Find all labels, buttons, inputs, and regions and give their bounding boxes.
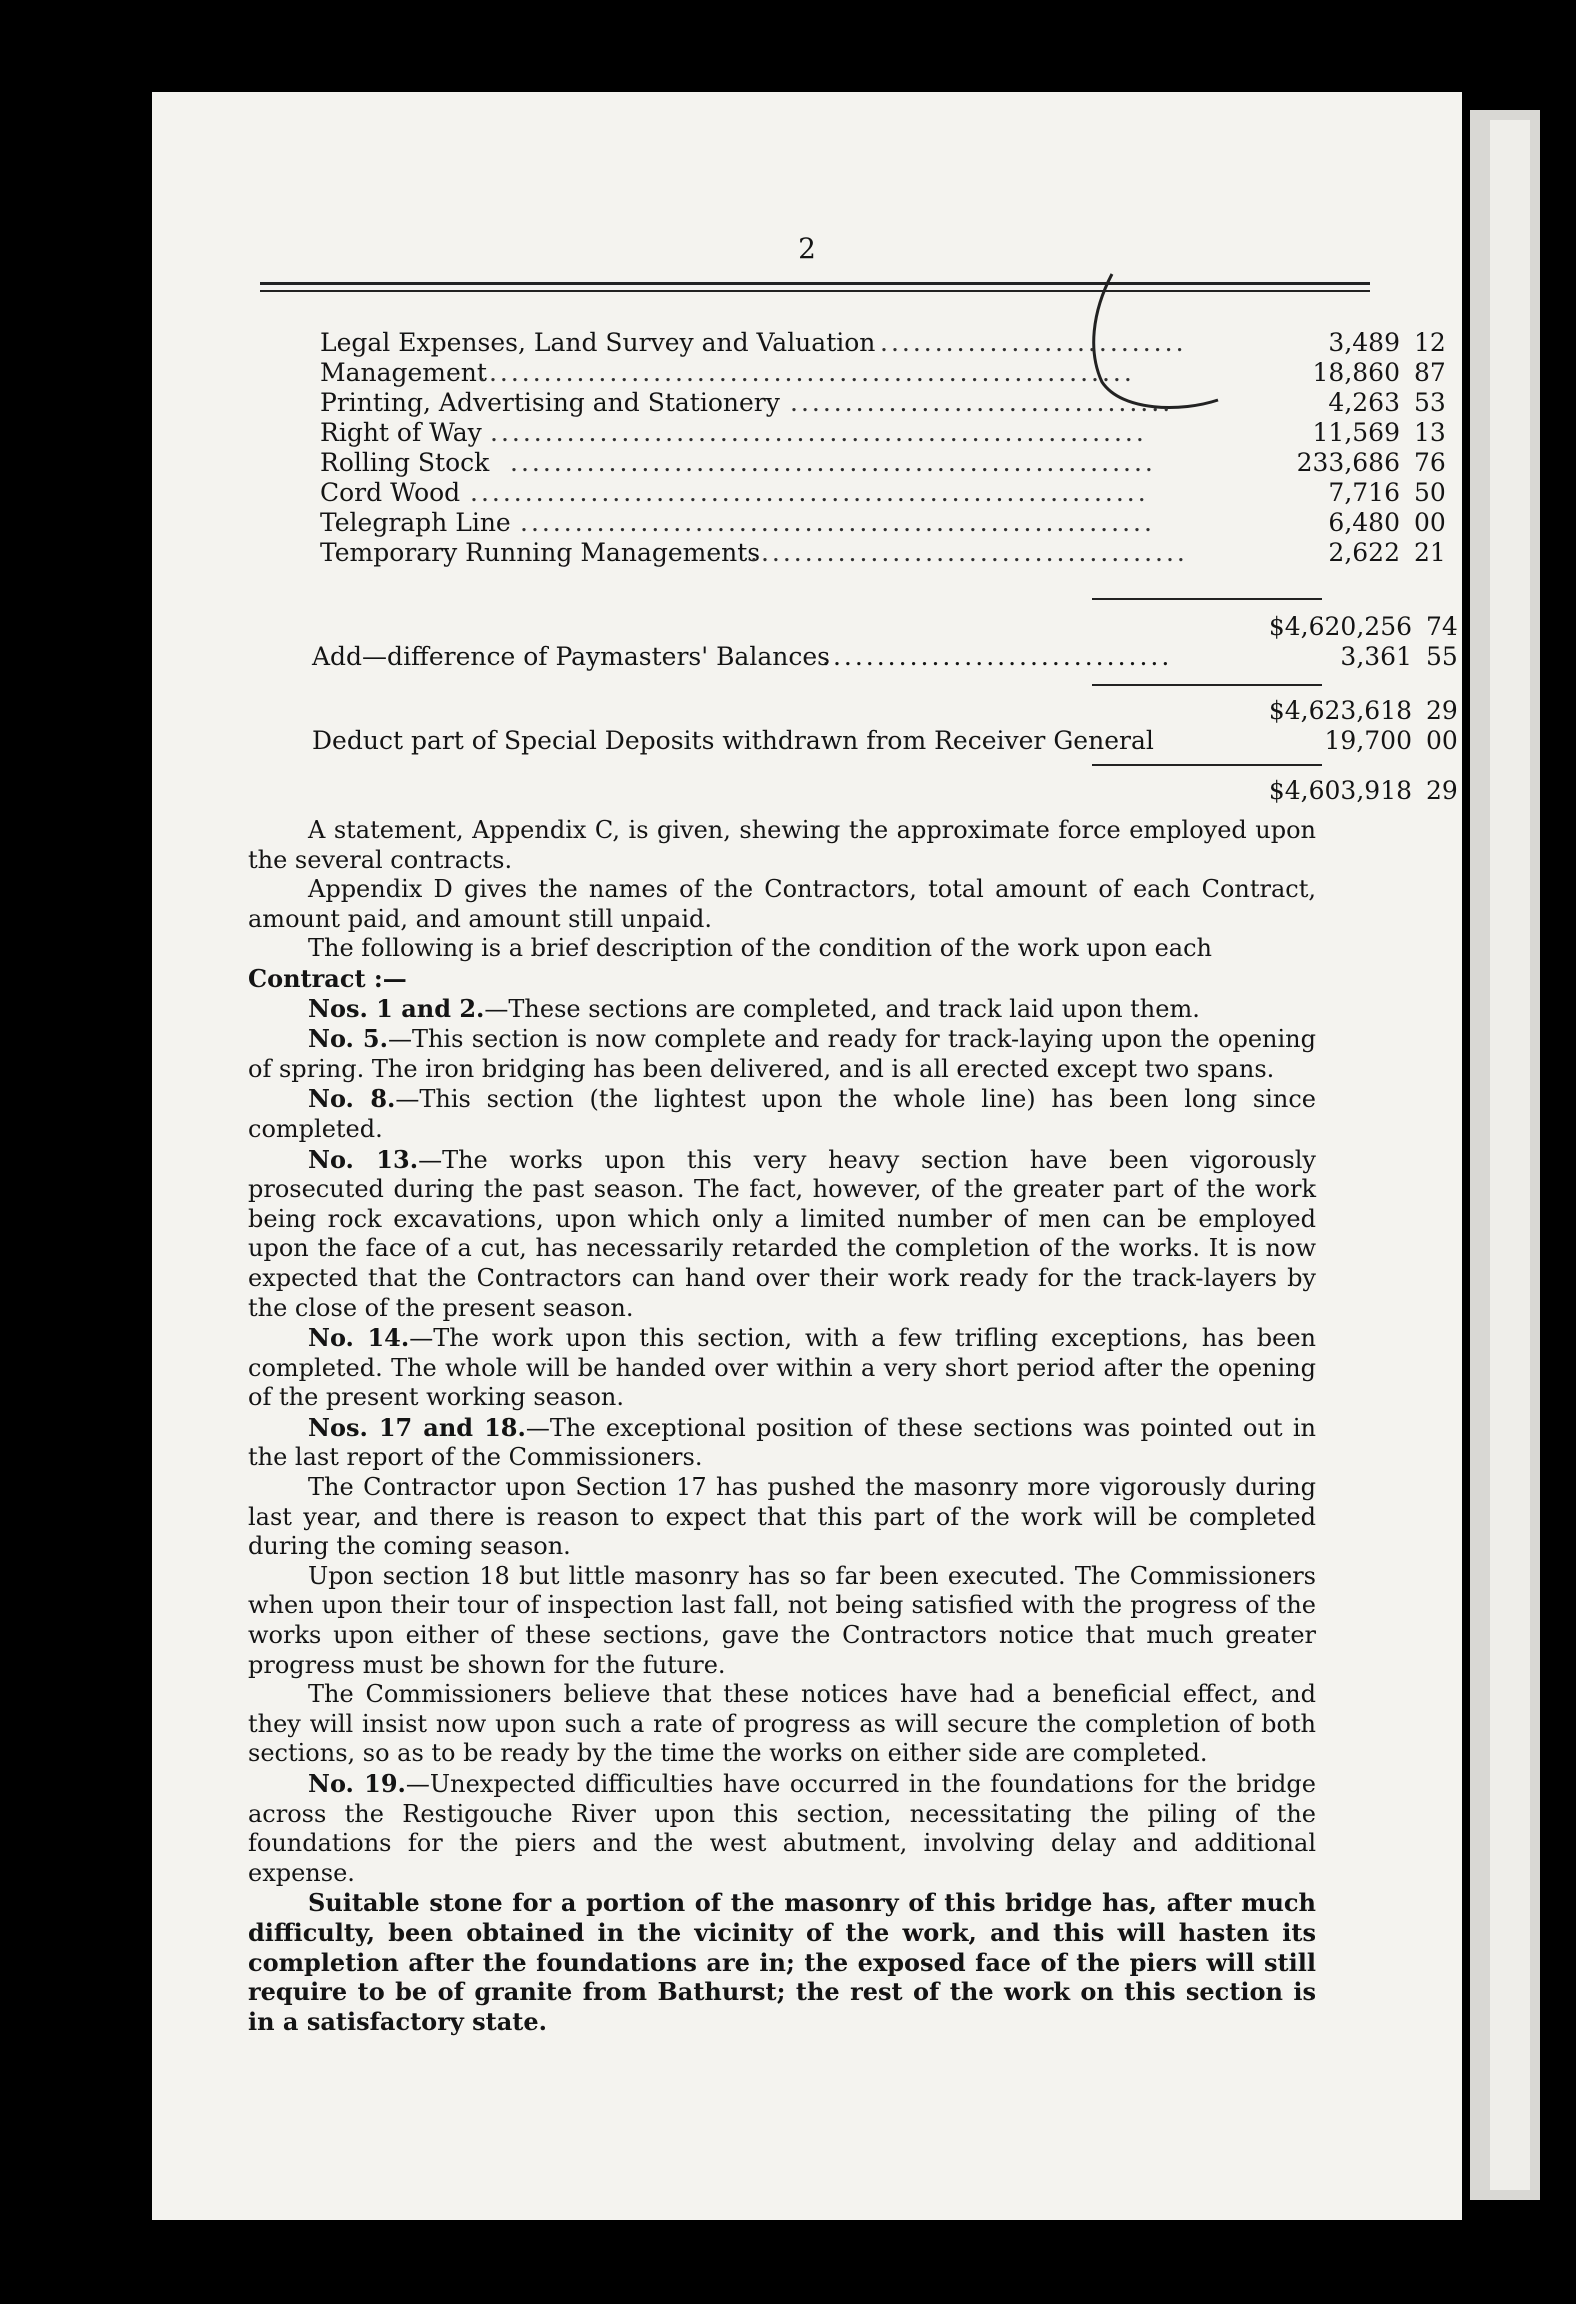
- adjacent-page-surface: [1490, 120, 1530, 2190]
- leader-dots: ............................: [880, 328, 1187, 357]
- section-heading: No. 5.: [308, 1024, 388, 1054]
- leader-dots: ..............................................................: [470, 478, 1149, 507]
- ledger-row: [320, 418, 1446, 448]
- leader-dots: ............................................................: [478, 358, 1135, 387]
- subtotal-cents: 29: [1426, 696, 1458, 725]
- paragraph: The Commissioners believe that these notices have had a beneficial effect, and they will insist now upon such a rate of progress as will secure the completion of both sections, so as to be ready by the time the works on either side are completed.: [248, 1680, 1316, 1768]
- leader-dots: ........................................: [750, 538, 1188, 567]
- add-amount: 3,361: [1340, 642, 1412, 671]
- ledger-amount: 7,716: [1328, 478, 1400, 507]
- ledger-label: Legal Expenses, Land Survey and Valuation: [320, 328, 876, 357]
- ledger-cents: 13: [1414, 418, 1446, 447]
- leader-dots: ................................: [822, 642, 1173, 671]
- leader-dots: ..........................................................: [520, 508, 1155, 537]
- paragraph-text: —This section (the lightest upon the whole line) has been long since completed.: [248, 1085, 1316, 1143]
- subtotal-row: [312, 612, 1462, 642]
- paragraph: The following is a brief description of the condition of the work upon each: [308, 934, 1213, 963]
- paragraph: [248, 1024, 1316, 1084]
- deduct-cents: 00: [1426, 726, 1458, 755]
- add-row: [312, 642, 1462, 672]
- paragraph: The Contractor upon Section 17 has pushed the masonry more vigorously during last year, and there is reason to expect that this part of the work will be completed during the coming season.: [248, 1473, 1316, 1561]
- expense-ledger: [320, 328, 1446, 568]
- leader-dots: ............................................................: [490, 418, 1147, 447]
- sum-rule: [1092, 684, 1322, 686]
- scanned-page: [152, 92, 1462, 2220]
- ledger-amount: 233,686: [1296, 448, 1400, 477]
- section-heading: No. 14.: [308, 1323, 410, 1353]
- grand-total-cents: 29: [1426, 776, 1458, 805]
- subtotal-row: [312, 696, 1462, 726]
- ledger-label: Telegraph Line: [320, 508, 511, 537]
- paragraph: A statement, Appendix C, is given, shewing the approximate force employed upon the several contracts.: [248, 816, 1316, 874]
- sum-rule: [1092, 598, 1322, 600]
- ledger-cents: 00: [1414, 508, 1446, 537]
- section-heading: No. 8.: [308, 1084, 396, 1114]
- ledger-label: Temporary Running Managements: [320, 538, 761, 567]
- leader-dots: ...........................................................: [510, 448, 1156, 477]
- ledger-amount: 4,263: [1328, 388, 1400, 417]
- add-label: Add—difference of Paymasters' Balances: [312, 642, 830, 671]
- ledger-label: Right of Way: [320, 418, 482, 447]
- paragraph: [248, 1323, 1316, 1413]
- ledger-row: [320, 478, 1446, 508]
- leader-dots: ...................................: [790, 388, 1174, 417]
- ledger-amount: 3,489: [1328, 328, 1400, 357]
- deduct-row: [312, 726, 1462, 756]
- paragraph-text: —This section is now complete and ready for track-laying upon the opening of spring. The iron bridging has been delivered, and is all erected except two spans.: [248, 1025, 1317, 1083]
- add-cents: 55: [1426, 642, 1458, 671]
- ledger-label: Rolling Stock: [320, 448, 490, 477]
- subtotal-amount: $4,620,256: [1268, 612, 1412, 641]
- ledger-row: [320, 538, 1446, 568]
- ledger-label: Cord Wood: [320, 478, 461, 507]
- subtotal-amount: $4,623,618: [1268, 696, 1412, 725]
- ledger-amount: 18,860: [1312, 358, 1400, 387]
- paragraph: Upon section 18 but little masonry has so far been executed. The Commissioners when upon their tour of inspection last fall, not being satisfied with the progress of the works upon either of these sections, gave the Contractors notice that much greater progress must be shown for the future.: [248, 1561, 1316, 1679]
- deduct-label: Deduct part of Special Deposits withdrawn from Receiver General: [312, 726, 1154, 755]
- paragraph: Suitable stone for a portion of the masonry of this bridge has, after much difficulty, been obtained in the vicinity of the work, and this will hasten its completion after the foundations are in; the exposed face of the piers will still require to be of granite from Bathurst; the rest of the work on this section is in a satisfactory state.: [248, 1888, 1316, 2036]
- ledger-cents: 76: [1414, 448, 1446, 477]
- ledger-row: [320, 328, 1446, 358]
- ledger-amount: 11,569: [1312, 418, 1400, 447]
- ledger-cents: 87: [1414, 358, 1446, 387]
- deduct-amount: 19,700: [1324, 726, 1412, 755]
- ledger-row: [320, 508, 1446, 538]
- paragraph: [248, 1145, 1316, 1324]
- ledger-row: [320, 388, 1446, 418]
- paragraph: Contract :—: [248, 963, 407, 993]
- subtotal-cents: 74: [1426, 612, 1458, 641]
- ledger-row: [320, 358, 1446, 388]
- paragraph-text: —The work upon this section, with a few trifling exceptions, has been completed. The whole will be handed over within a very short period after the opening of the present working season.: [248, 1324, 1316, 1412]
- section-heading: Nos. 17 and 18.: [308, 1412, 526, 1442]
- section-heading: No. 19.: [308, 1769, 406, 1798]
- paragraph-text: —Unexpected difficulties have occurred in the foundations for the bridge across the Restigouche River upon this section, necessitating the piling of the foundations for the piers and the west abutment, involving delay and additional expense.: [248, 1770, 1316, 1887]
- paragraph: [248, 1084, 1316, 1144]
- ledger-cents: 50: [1414, 478, 1446, 507]
- paragraph-text: —The works upon this very heavy section have been vigorously prosecuted during the past season. The fact, however, of the greater part of the work being rock excavations, upon which only a limited number of men can be employed upon the face of a cut, has necessarily retarded the completion of the works. It is now expected that the Contractors can hand over their work ready for the track-layers by the close of the present season.: [248, 1145, 1316, 1322]
- ledger-label: Printing, Advertising and Stationery: [320, 388, 780, 417]
- report-body: [248, 816, 1316, 2036]
- ledger-row: [320, 448, 1446, 478]
- paragraph-text: —The exceptional position of these sections was pointed out in the last report of the Commissioners.: [248, 1413, 1317, 1472]
- paragraph-text: —These sections are completed, and track laid upon them.: [484, 994, 1200, 1023]
- section-heading: No. 13.: [308, 1144, 419, 1174]
- grand-total-row: [312, 776, 1462, 806]
- paragraph: [248, 1769, 1316, 1888]
- page-number: 2: [798, 232, 816, 265]
- grand-total-amount: $4,603,918: [1268, 776, 1412, 805]
- paragraph: [248, 994, 1316, 1025]
- section-heading: Nos. 1 and 2.: [308, 993, 485, 1023]
- ledger-cents: 53: [1414, 388, 1446, 417]
- ledger-amount: 2,622: [1328, 538, 1400, 567]
- ledger-cents: 12: [1414, 328, 1446, 357]
- sum-rule: [1092, 764, 1322, 766]
- paragraph: Appendix D gives the names of the Contractors, total amount of each Contract, amount paid, and amount still unpaid.: [248, 875, 1316, 933]
- ledger-cents: 21: [1414, 538, 1446, 567]
- ledger-label: Management: [320, 358, 487, 387]
- paragraph: [248, 1413, 1316, 1473]
- ledger-amount: 6,480: [1328, 508, 1400, 537]
